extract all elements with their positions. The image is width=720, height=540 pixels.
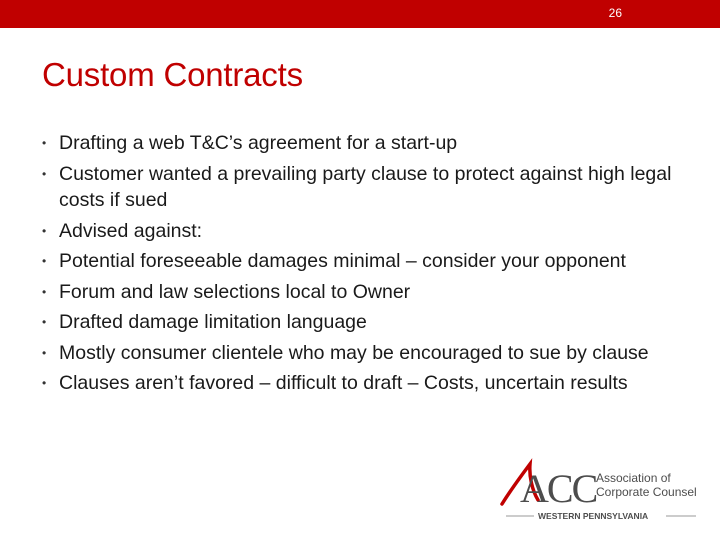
bullet-item (42, 309, 682, 336)
header-bar (0, 0, 720, 28)
acc-logo (500, 458, 700, 524)
bullet-icon: • (42, 376, 47, 390)
bullet-text: Drafted damage limitation language (59, 311, 367, 333)
bullet-item (42, 370, 682, 397)
bullet-icon: • (42, 254, 47, 268)
bullet-list (42, 130, 682, 401)
bullet-text: Forum and law selections local to Owner (59, 280, 411, 303)
bullet-text: Mostly consumer clientele who may be encouraged to sue by clause (59, 341, 649, 364)
bullet-item (42, 130, 682, 157)
bullet-item (42, 161, 682, 214)
bullet-item (42, 248, 682, 275)
bullet-icon: • (42, 136, 47, 150)
bullet-icon: • (42, 345, 47, 360)
page-number: 26 (608, 6, 622, 20)
bullet-item (42, 218, 682, 245)
logo-letters: ACC (520, 466, 597, 511)
bullet-item (42, 279, 682, 306)
slide-title: Custom Contracts (42, 56, 303, 93)
logo-line1: Association of (596, 471, 671, 485)
bullet-text: Potential foreseeable damages minimal – consider your opponent (59, 250, 626, 272)
bullet-icon: • (42, 284, 47, 299)
bullet-icon: • (42, 315, 47, 329)
bullet-icon: • (42, 166, 47, 181)
bullet-text: Drafting a web T&C’s agreement for a start-up (59, 132, 458, 154)
logo-line2: Corporate Counsel (596, 485, 697, 499)
bullet-icon: • (42, 223, 47, 238)
bullet-text: Customer wanted a prevailing party clause to protect against high legal costs if sued (59, 162, 672, 211)
bullet-item (42, 340, 682, 367)
bullet-text: Advised against: (59, 219, 203, 242)
bullet-text: Clauses aren’t favored – difficult to draft – Costs, uncertain results (59, 372, 628, 394)
logo-region: WESTERN PENNSYLVANIA (538, 511, 649, 521)
